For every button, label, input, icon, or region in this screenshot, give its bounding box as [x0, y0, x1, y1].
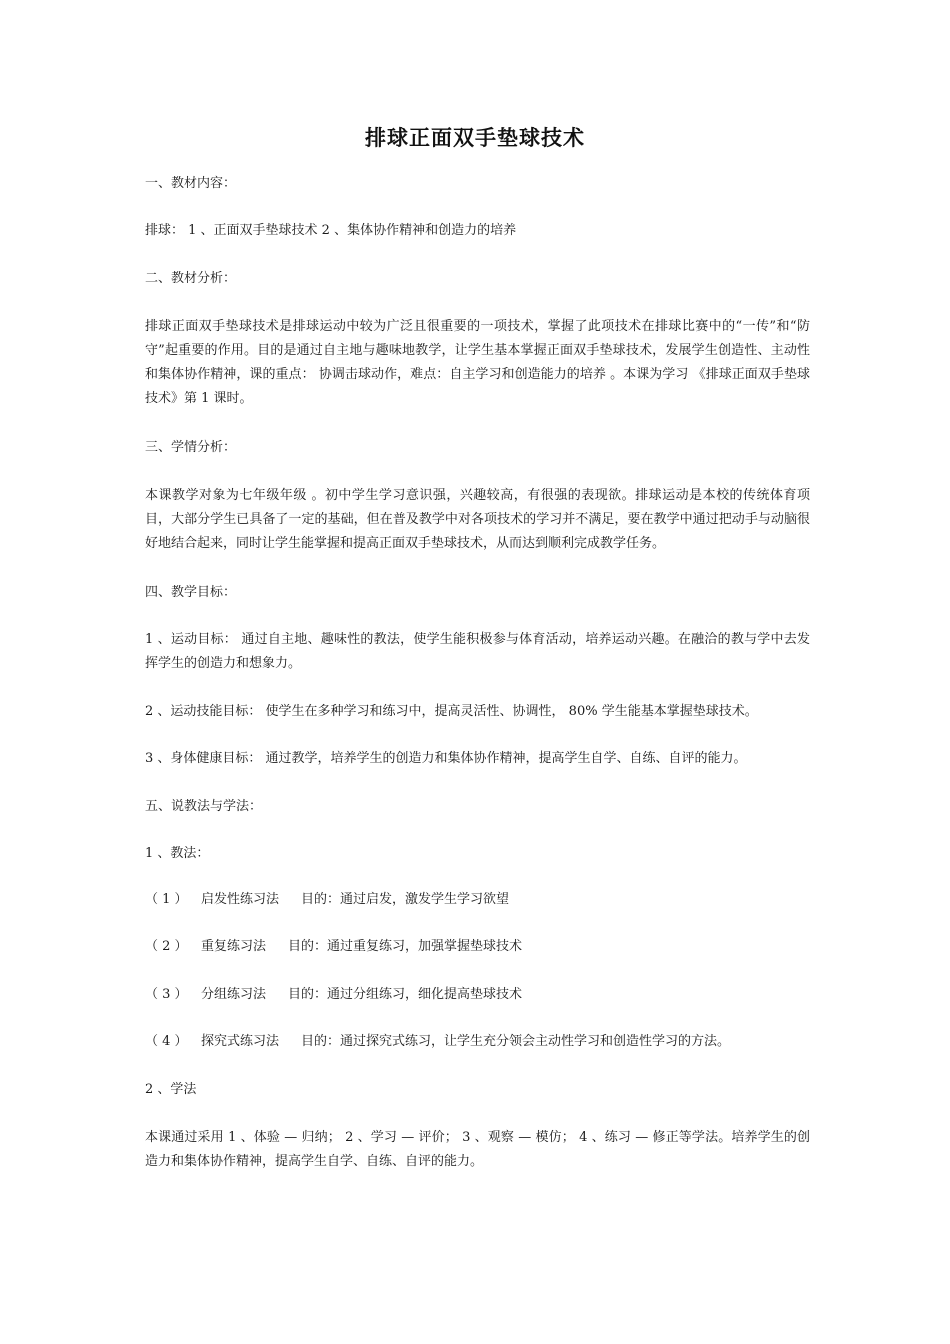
method-purpose: 目的：通过分组练习，细化提高垫球技术 — [288, 987, 523, 1002]
section-heading-analysis: 二、教材分析： — [145, 271, 237, 286]
goal-item: 1 、运动目标： 通过自主地、趣味性的教法，使学生能积极参与体育活动，培养运动兴趣。在融洽的教与学中去发挥学生的创造力和想象力。 — [145, 632, 810, 671]
subheading-teaching-methods: 1 、教法： — [145, 846, 210, 861]
method-number: （ 4 ） — [145, 1034, 188, 1049]
student-analysis-text: 本课教学对象为七年级年级 。初中学生学习意识强，兴趣较高，有很强的表现欲。排球运动是本校的传统体育项目，大部分学生已具备了一定的基础，但在普及教学中对各项技术的学习并不满足，要在教学中通过把动手与动脑很好地结合起来，同时让学生能掌握和提高正面双手垫球技术，从而达到顺利完成教学任务。 — [145, 488, 810, 551]
method-number: （ 3 ） — [145, 987, 188, 1002]
analysis-text: 排球正面双手垫球技术是排球运动中较为广泛且很重要的一项技术，掌握了此项技术在排球比赛中的“一传”和“防守”起重要的作用。目的是通过自主地与趣味地教学，让学生基本掌握正面双手垫球技术，发展学生创造性、主动性和集体协作精神，课的重点： 协调击球动作，难点：自主学习和创造能力的培养 。本课为学习 《排球正面双手垫球技术》第 1 课时。 — [145, 319, 810, 406]
section-heading-student-analysis: 三、学情分析： — [145, 440, 237, 455]
method-name: 分组练习法 — [201, 987, 267, 1002]
method-name: 重复练习法 — [201, 939, 267, 954]
method-name: 探究式练习法 — [201, 1034, 280, 1049]
method-purpose: 目的：通过启发，激发学生学习欲望 — [301, 892, 510, 907]
method-item — [145, 935, 810, 959]
section-heading-materials: 一、教材内容： — [145, 176, 237, 191]
method-purpose: 目的：通过探究式练习，让学生充分领会主动性学习和创造性学习的方法。 — [301, 1034, 731, 1049]
document-title: 排球正面双手垫球技术 — [365, 126, 585, 150]
method-number: （ 1 ） — [145, 892, 188, 907]
method-number: （ 2 ） — [145, 939, 188, 954]
goal-item: 2 、运动技能目标： 使学生在多种学习和练习中，提高灵活性、协调性， 80% 学生能基本掌握垫球技术。 — [145, 704, 758, 719]
method-item — [145, 983, 810, 1007]
subheading-study-methods: 2 、学法 — [145, 1082, 197, 1097]
section-heading-goals: 四、教学目标： — [145, 585, 237, 600]
materials-text: 排球： 1 、正面双手垫球技术 2 、集体协作精神和创造力的培养 — [145, 223, 517, 238]
section-heading-methods: 五、说教法与学法： — [145, 799, 263, 814]
method-name: 启发性练习法 — [201, 892, 280, 907]
study-methods-text: 本课通过采用 1 、体验 — 归纳； 2 、学习 — 评价； 3 、观察 — 模仿； 4 、练习 — 修正等学法。培养学生的创造力和集体协作精神，提高学生自学、自练、自评的能力。 — [145, 1130, 810, 1169]
method-item — [145, 888, 810, 912]
method-item — [145, 1030, 810, 1054]
goal-item: 3 、身体健康目标： 通过教学，培养学生的创造力和集体协作精神，提高学生自学、自练、自评的能力。 — [145, 751, 747, 766]
method-purpose: 目的：通过重复练习，加强掌握垫球技术 — [288, 939, 523, 954]
